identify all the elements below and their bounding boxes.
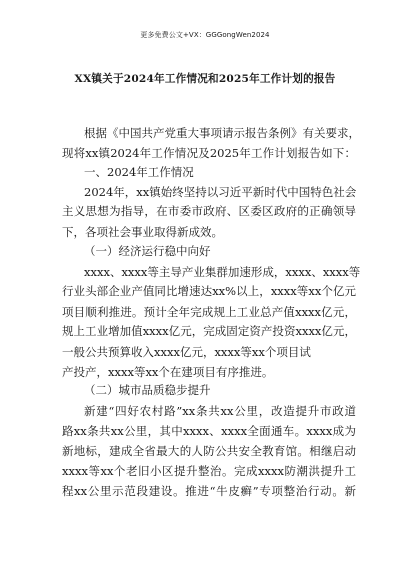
paragraph-line: xxxx等xx个老旧小区提升整治。完成xxxx防潮洪提升工 bbox=[62, 464, 356, 478]
paragraph-line: 新建“四好农村路”xx条共xx公里，改造提升市政道 bbox=[84, 404, 356, 418]
header-note: 更多免费公文+VX：GGGongWen2024 bbox=[140, 31, 270, 39]
paragraph-line: （二）城市品质稳步提升 bbox=[84, 383, 211, 397]
paragraph-line: 项目顺利推进。预计全年完成规上工业总产值xxxx亿元， bbox=[62, 305, 356, 319]
paragraph-line: 行业头部企业产值同比增速达xx%以上，xxxx等xx个亿元 bbox=[62, 284, 356, 298]
paragraph-line: 一般公共预算收入xxxx亿元，xxxx等xx个项目试 bbox=[62, 345, 311, 359]
paragraph-line: 根据《中国共产党重大事项请示报告条例》有关要求， bbox=[84, 126, 360, 140]
paragraph-line: 规上工业增加值xxxx亿元，完成固定资产投资xxxx亿元， bbox=[62, 324, 356, 338]
document-title: XX镇关于2024年工作情况和2025年工作计划的报告 bbox=[74, 73, 336, 85]
paragraph-line: 2024年，xx镇始终坚持以习近平新时代中国特色社会 bbox=[84, 185, 357, 199]
paragraph-line: 下，各项社会事业取得新成效。 bbox=[62, 225, 223, 239]
paragraph-line: 现将xx镇2024年工作情况及2025年工作计划报告如下： bbox=[62, 146, 356, 160]
paragraph-line: 路xx条共xx公里，其中xxxx、xxxx全面通车。xxxx成为 bbox=[62, 424, 356, 438]
paragraph-line: 程xx公里示范段建设。推进“牛皮癣”专项整治行动。新 bbox=[62, 484, 356, 498]
paragraph-line: 新地标，建成全省最大的人防公共安全教育馆。相继启动 bbox=[62, 444, 356, 458]
paragraph-line: （一）经济运行稳中向好 bbox=[84, 244, 211, 258]
paragraph-line: 主义思想为指导，在市委市政府、区委区政府的正确领导 bbox=[62, 204, 356, 218]
paragraph-line: xxxx、xxxx等主导产业集群加速形成，xxxx、xxxx等 bbox=[84, 265, 361, 279]
paragraph-line: 一、2024年工作情况 bbox=[84, 165, 194, 179]
paragraph-line: 产投产，xxxx等xx个在建项目有序推进。 bbox=[62, 365, 274, 379]
